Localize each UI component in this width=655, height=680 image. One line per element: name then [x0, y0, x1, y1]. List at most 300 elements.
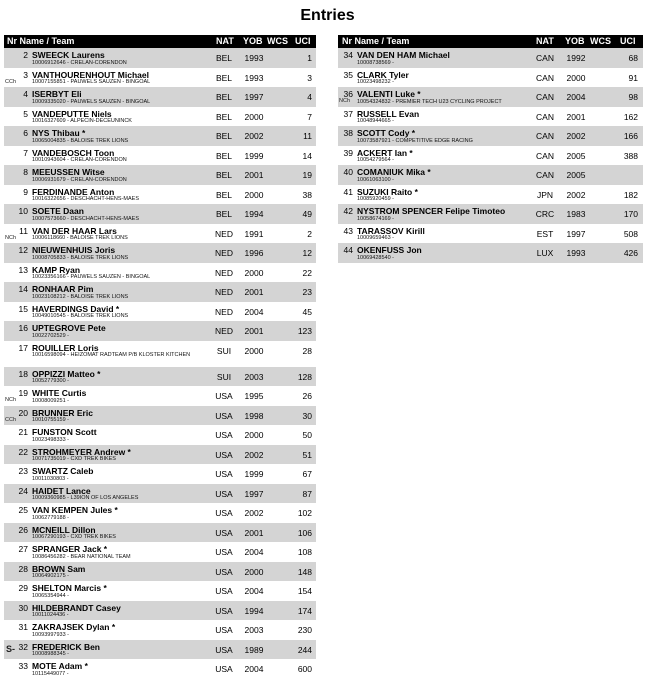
rider-nat: USA — [215, 586, 233, 596]
rider-nat: USA — [215, 527, 233, 538]
rider-uci: 28 — [302, 345, 312, 356]
rider-team: 10062779188 - — [32, 514, 70, 521]
rider-nat: BEL — [215, 170, 233, 180]
rider-team: 10023498333 - — [32, 436, 70, 443]
header-yob: YOB — [243, 36, 263, 46]
rider-uci: 26 — [302, 391, 312, 401]
table-row — [4, 640, 316, 660]
rider-yob: 1997 — [244, 92, 264, 102]
rider-uci: 19 — [302, 170, 312, 180]
rider-nat: USA — [215, 391, 233, 401]
rider-name: SUZUKI Raito * — [357, 186, 418, 197]
rider-name: SCOTT Cody * — [357, 128, 416, 138]
rider-team: 10085920459 - — [357, 196, 395, 202]
rider-uci: 1 — [307, 53, 312, 63]
rider-name: VAN DEN HAM Michael — [357, 50, 450, 60]
rider-number: 29 — [18, 583, 28, 593]
rider-number: 38 — [343, 128, 353, 138]
rider-uci: 426 — [623, 248, 638, 258]
rider-name: SWEECK Laurens — [32, 50, 105, 60]
rider-name: HAIDET Lance — [32, 485, 91, 496]
rider-number: 41 — [343, 186, 353, 197]
rider-name: RONHAAR Pim — [32, 284, 94, 294]
rider-name: ROUILLER Loris — [32, 342, 99, 353]
rider-nat: BEL — [215, 209, 233, 219]
rider-nat: USA — [215, 644, 233, 655]
rider-name: COMANIUK Mika * — [357, 167, 431, 177]
rider-nat: NED — [215, 306, 233, 317]
rider-name: VAN KEMPEN Jules * — [32, 505, 118, 515]
rider-name: ISERBYT Eli — [32, 89, 82, 99]
rider-name: VAN DER HAAR Lars — [32, 225, 117, 236]
rider-uci: 230 — [297, 625, 312, 635]
rider-name: HAVERDINGS David * — [32, 303, 120, 314]
rider-nat: BEL — [215, 72, 233, 83]
rider-name: BRUNNER Eric — [32, 407, 93, 418]
rider-nat: SUI — [216, 345, 232, 356]
rider-number: 3 — [23, 69, 28, 80]
header-wcs: WCS — [267, 36, 288, 46]
rider-number: 13 — [18, 264, 28, 275]
rider-yob: 2000 — [244, 566, 264, 577]
rider-nat: USA — [215, 410, 233, 421]
table-row — [4, 620, 316, 640]
table-row — [4, 542, 316, 562]
rider-yob: 2000 — [566, 72, 586, 83]
row-prefix: NCh — [5, 397, 17, 403]
rider-name: MOTE Adam * — [32, 661, 88, 671]
rider-uci: 14 — [302, 150, 312, 161]
rider-nat: USA — [215, 605, 233, 616]
rider-nat: BEL — [215, 189, 233, 200]
rider-uci: 11 — [303, 131, 312, 141]
rider-number: 2 — [23, 50, 28, 60]
rider-yob: 2004 — [244, 586, 264, 596]
rider-name: FERDINANDE Anton — [32, 186, 115, 197]
rider-number: 9 — [23, 186, 28, 197]
rider-team: 10048944665 - — [357, 118, 395, 124]
rider-yob: 2000 — [244, 267, 264, 278]
table-row — [4, 243, 316, 263]
rider-nat: CAN — [536, 72, 554, 83]
rider-yob: 2001 — [244, 326, 264, 336]
rider-nat: BEL — [215, 131, 233, 141]
rider-uci: 106 — [297, 527, 312, 538]
rider-nat: USA — [215, 449, 233, 460]
table-row — [4, 445, 316, 465]
rider-nat: BEL — [215, 53, 233, 63]
table-row — [4, 87, 316, 107]
rider-name: CLARK Tyler — [357, 69, 409, 80]
rider-nat: USA — [215, 566, 233, 577]
rider-team: 10054324832 - PREMIER TECH U23 CYCLING PROJECT — [357, 98, 502, 105]
rider-number: 36 — [343, 89, 353, 99]
entries-table-right — [338, 35, 643, 263]
rider-uci: 162 — [623, 111, 638, 122]
rider-nat: USA — [215, 625, 233, 635]
rider-yob: 2001 — [244, 287, 264, 297]
table-row — [338, 224, 643, 244]
rider-team: 10006931679 - CRELAN-CORENDON — [32, 176, 127, 183]
rider-team: 10006118660 - BALOISE TREK LIONS — [32, 235, 128, 241]
rider-team: 10064902175 - — [32, 573, 70, 579]
rider-uci: 12 — [302, 248, 312, 258]
rider-nat: CAN — [536, 53, 554, 63]
rider-team: 10009659463 - — [357, 235, 395, 241]
rider-nat: USA — [215, 488, 233, 499]
rider-team: 10009335020 - PAUWELS SAUZEN - BINGOAL — [32, 98, 151, 105]
rider-uci: 123 — [297, 326, 312, 336]
table-row — [4, 48, 316, 68]
rider-yob: 2002 — [244, 508, 264, 518]
rider-uci: 174 — [297, 605, 312, 616]
rider-number: 4 — [23, 89, 28, 99]
rider-uci: 508 — [623, 228, 638, 239]
rider-yob: 2001 — [244, 170, 264, 180]
rider-nat: CRC — [535, 209, 555, 219]
header-nat: NAT — [536, 36, 554, 46]
rider-uci: 7 — [307, 111, 312, 122]
rider-nat: SUI — [216, 371, 232, 382]
rider-name: MEEUSSEN Witse — [32, 167, 105, 177]
rider-yob: 2000 — [244, 345, 264, 356]
rider-yob: 1983 — [566, 209, 586, 219]
table-body — [4, 48, 316, 679]
rider-yob: 2003 — [244, 625, 264, 635]
rider-uci: 49 — [302, 209, 312, 219]
rider-team: 10011024436 - — [32, 612, 69, 618]
rider-uci: 91 — [628, 72, 638, 83]
rider-team: 10052779300 - — [32, 378, 70, 384]
rider-nat: USA — [215, 469, 233, 479]
rider-number: 28 — [18, 563, 28, 574]
rider-nat: NED — [215, 248, 233, 258]
rider-yob: 2004 — [244, 306, 264, 317]
rider-number: 18 — [18, 368, 28, 379]
rider-uci: 182 — [623, 189, 638, 200]
rider-name: OPPIZZI Matteo * — [32, 368, 101, 379]
rider-name: MCNEILL Dillon — [32, 524, 96, 535]
table-row — [4, 341, 316, 367]
rider-yob: 2001 — [244, 527, 264, 538]
rider-uci: 68 — [628, 53, 638, 63]
rider-number: 25 — [18, 505, 28, 515]
rider-team: 10069428540 - — [357, 254, 395, 261]
rider-uci: 388 — [623, 150, 638, 161]
rider-team: 10086456282 - BEAR NATIONAL TEAM — [32, 553, 131, 560]
rider-yob: 1999 — [244, 469, 264, 479]
rider-number: 26 — [18, 524, 28, 535]
table-row — [4, 503, 316, 523]
rider-team: 10065004835 - BALOISE TREK LIONS — [32, 137, 129, 144]
rider-name: VANDEPUTTE Niels — [32, 108, 112, 119]
table-row — [4, 107, 316, 127]
rider-number: 32 — [18, 641, 28, 652]
header-wcs: WCS — [590, 36, 611, 46]
table-row — [4, 386, 316, 406]
header-uci: UCI — [295, 36, 311, 46]
rider-yob: 1993 — [244, 53, 264, 63]
rider-number: 14 — [18, 284, 28, 294]
rider-number: 43 — [343, 225, 353, 236]
rider-uci: 244 — [297, 644, 312, 655]
rider-number: 6 — [23, 128, 28, 138]
table-header — [338, 35, 643, 48]
rider-yob: 2000 — [244, 189, 264, 200]
rider-team: 10007573660 - DESCHACHT-HENS-MAES — [32, 215, 139, 222]
page-title: Entries — [300, 7, 355, 24]
rider-nat: JPN — [536, 189, 554, 200]
rider-team: 10115449077 - — [32, 670, 69, 677]
rider-nat: BEL — [215, 150, 233, 161]
rider-uci: 2 — [307, 228, 312, 239]
rider-name: SPRANGER Jack * — [32, 544, 108, 554]
rider-team: 10016598094 - HEIZOMAT RADTEAM P/B KLOSTER KITCHEN — [32, 352, 191, 358]
rider-yob: 1992 — [566, 53, 586, 63]
rider-yob: 2004 — [566, 92, 586, 102]
header-nr-name-team: Nr Name / Team — [7, 36, 75, 46]
header-nat: NAT — [216, 36, 234, 46]
rider-yob: 1998 — [244, 410, 264, 421]
rider-yob: 1994 — [244, 209, 264, 219]
row-prefix: CCh — [5, 416, 17, 423]
rider-nat: USA — [215, 664, 233, 674]
rider-name: ACKERT Ian * — [357, 147, 413, 158]
rider-nat: CAN — [536, 170, 554, 180]
rider-yob: 2002 — [244, 449, 264, 460]
table-row — [4, 523, 316, 543]
rider-uci: 51 — [302, 449, 312, 460]
rider-uci: 148 — [297, 566, 312, 577]
rider-nat: USA — [215, 547, 233, 557]
rider-team: 10009360985 - L39ION OF LOS ANGELES — [32, 495, 139, 501]
row-prefix: CCh — [5, 78, 17, 85]
rider-yob: 2003 — [244, 371, 264, 382]
table-row — [4, 321, 316, 341]
rider-team: 10023498232 - — [357, 79, 395, 85]
rider-uci: 154 — [297, 586, 312, 596]
rider-yob: 2002 — [244, 131, 264, 141]
table-row — [4, 367, 316, 387]
rider-yob: 2002 — [566, 189, 586, 200]
rider-team: 10016322656 - DESCHACHT-HENS-MAES — [32, 196, 139, 202]
rider-team: 10008738569 - — [357, 59, 395, 66]
rider-name: SHELTON Marcis * — [32, 583, 107, 593]
rider-number: 15 — [18, 303, 28, 314]
rider-number: 31 — [18, 622, 28, 632]
table-row — [4, 581, 316, 601]
rider-team: 10071735019 - CXD TREK BIKES — [32, 456, 116, 462]
rider-nat: CAN — [536, 92, 554, 102]
rider-team: 10073587921 - COMPETITIVE EDGE RACING — [357, 137, 473, 144]
rider-team: 10093997933 - — [32, 631, 70, 638]
header-nr-name-team: Nr Name / Team — [342, 36, 410, 46]
row-prefix: NCh — [339, 98, 351, 104]
rider-yob: 1989 — [244, 644, 264, 655]
rider-number: 21 — [18, 427, 28, 437]
rider-team: 10065354944 - — [32, 592, 70, 599]
rider-name: STROHMEYER Andrew * — [32, 446, 131, 457]
rider-uci: 4 — [307, 92, 312, 102]
row-prefix: NCh — [5, 234, 17, 241]
rider-name: OKENFUSS Jon — [357, 245, 422, 255]
rider-uci: 38 — [302, 189, 312, 200]
rider-nat: USA — [215, 508, 233, 518]
rider-uci: 87 — [302, 488, 312, 499]
rider-uci: 22 — [302, 267, 312, 278]
table-row — [4, 126, 316, 146]
entries-table-left — [4, 35, 316, 679]
rider-yob: 1997 — [566, 228, 586, 239]
rider-uci: 45 — [302, 306, 312, 317]
table-row — [4, 165, 316, 185]
row-prefix: S- — [6, 643, 15, 654]
rider-team: 10010943604 - CRELAN-CORENDON — [32, 157, 127, 163]
rider-team: 10011030803 - — [32, 475, 69, 482]
rider-yob: 1993 — [566, 248, 586, 258]
rider-uci: 98 — [628, 92, 638, 102]
rider-team: 10054279564 - — [357, 157, 395, 163]
rider-yob: 1991 — [244, 228, 264, 239]
table-row — [338, 107, 643, 127]
rider-name: HILDEBRANDT Casey — [32, 602, 121, 613]
rider-team: 10023356166 - PAUWELS SAUZEN - BINGOAL — [32, 274, 151, 280]
rider-number: 8 — [23, 167, 28, 177]
rider-uci: 67 — [302, 469, 312, 479]
rider-number: 22 — [18, 446, 28, 457]
table-row — [338, 48, 643, 68]
rider-team: 10008009251 - — [32, 397, 70, 404]
rider-number: 16 — [18, 323, 28, 333]
rider-number: 42 — [343, 206, 353, 216]
rider-uci: 3 — [307, 72, 312, 83]
table-row — [338, 165, 643, 185]
rider-number: 11 — [19, 225, 28, 236]
header-uci: UCI — [620, 36, 636, 46]
rider-uci: 170 — [623, 209, 638, 219]
table-row — [338, 126, 643, 146]
rider-yob: 2002 — [566, 131, 586, 141]
table-row — [4, 562, 316, 582]
rider-name: NIEUWENHUIS Joris — [32, 245, 116, 255]
rider-uci: 30 — [302, 410, 312, 421]
rider-yob: 2005 — [566, 170, 586, 180]
rider-yob: 1993 — [244, 72, 264, 83]
rider-team: 10022702529 - — [32, 332, 70, 339]
rider-team: 10061063100 - — [357, 176, 395, 183]
rider-nat: NED — [215, 228, 233, 239]
rider-number: 17 — [18, 342, 28, 353]
table-row — [338, 146, 643, 166]
table-row — [4, 204, 316, 224]
table-row — [4, 302, 316, 322]
rider-yob: 2000 — [244, 111, 264, 122]
rider-number: 44 — [343, 245, 353, 255]
rider-uci: 23 — [302, 287, 312, 297]
rider-number: 39 — [343, 147, 353, 158]
rider-name: BROWN Sam — [32, 563, 86, 574]
table-row — [4, 185, 316, 205]
table-row — [4, 425, 316, 445]
rider-number: 30 — [18, 602, 28, 613]
rider-nat: NED — [215, 267, 233, 278]
rider-nat: NED — [215, 326, 233, 336]
rider-number: 10 — [18, 206, 28, 216]
rider-nat: BEL — [215, 111, 233, 122]
rider-number: 19 — [18, 388, 28, 398]
rider-number: 27 — [18, 544, 28, 554]
rider-uci: 128 — [297, 371, 312, 382]
header-yob: YOB — [565, 36, 585, 46]
rider-yob: 2005 — [566, 150, 586, 161]
rider-yob: 1994 — [244, 605, 264, 616]
table-row — [338, 185, 643, 205]
rider-uci: 102 — [297, 508, 312, 518]
rider-number: 12 — [18, 245, 28, 255]
table-row — [4, 68, 316, 88]
rider-uci: 600 — [297, 664, 312, 674]
rider-name: ZAKRAJSEK Dylan * — [32, 622, 116, 632]
table-header — [4, 35, 316, 48]
table-row — [4, 464, 316, 484]
rider-nat: BEL — [215, 92, 233, 102]
rider-yob: 2000 — [244, 430, 264, 440]
table-row — [4, 659, 316, 679]
rider-yob: 1996 — [244, 248, 264, 258]
rider-team: 10006912646 - CRELAN-CORENDON — [32, 59, 127, 66]
rider-yob: 2004 — [244, 664, 264, 674]
rider-uci: 108 — [297, 547, 312, 557]
rider-nat: CAN — [536, 111, 554, 122]
table-body — [338, 48, 643, 263]
table-row — [338, 243, 643, 263]
rider-uci: 166 — [623, 131, 638, 141]
rider-team: 10007155851 - PAUWELS SAUZEN - BINGOAL — [32, 79, 151, 85]
rider-uci: 50 — [302, 430, 312, 440]
rider-number: 33 — [18, 661, 28, 671]
rider-team: 10010755159 - — [32, 417, 70, 423]
rider-name: SWARTZ Caleb — [32, 466, 94, 476]
table-row — [4, 282, 316, 302]
table-row — [338, 87, 643, 107]
rider-name: RUSSELL Evan — [357, 108, 420, 119]
rider-name: FUNSTON Scott — [32, 427, 97, 437]
rider-team: 10023108212 - BALOISE TREK LIONS — [32, 293, 129, 300]
rider-team: 10058674169 - — [357, 215, 395, 222]
rider-team: 10016327609 - ALPECIN-DECEUNINCK — [32, 118, 132, 124]
rider-number: 20 — [18, 407, 28, 418]
rider-nat: USA — [215, 430, 233, 440]
rider-yob: 2001 — [566, 111, 586, 122]
rider-name: VANDEBOSCH Toon — [32, 147, 115, 158]
table-row — [4, 263, 316, 283]
rider-nat: CAN — [536, 131, 554, 141]
rider-number: 34 — [343, 50, 353, 60]
rider-name: NYS Thibau * — [32, 128, 86, 138]
rider-number: 24 — [18, 485, 28, 496]
rider-name: KAMP Ryan — [32, 264, 81, 275]
rider-nat: EST — [536, 228, 554, 239]
rider-yob: 1999 — [244, 150, 264, 161]
rider-number: 23 — [18, 466, 28, 476]
table-row — [338, 68, 643, 88]
rider-number: 35 — [343, 69, 353, 80]
rider-team: 10008705833 - BALOISE TREK LIONS — [32, 254, 129, 261]
rider-nat: NED — [215, 287, 233, 297]
rider-team: 10049010545 - BALOISE TREK LIONS — [32, 313, 129, 319]
rider-name: WHITE Curtis — [32, 388, 87, 398]
rider-number: 5 — [23, 108, 28, 119]
